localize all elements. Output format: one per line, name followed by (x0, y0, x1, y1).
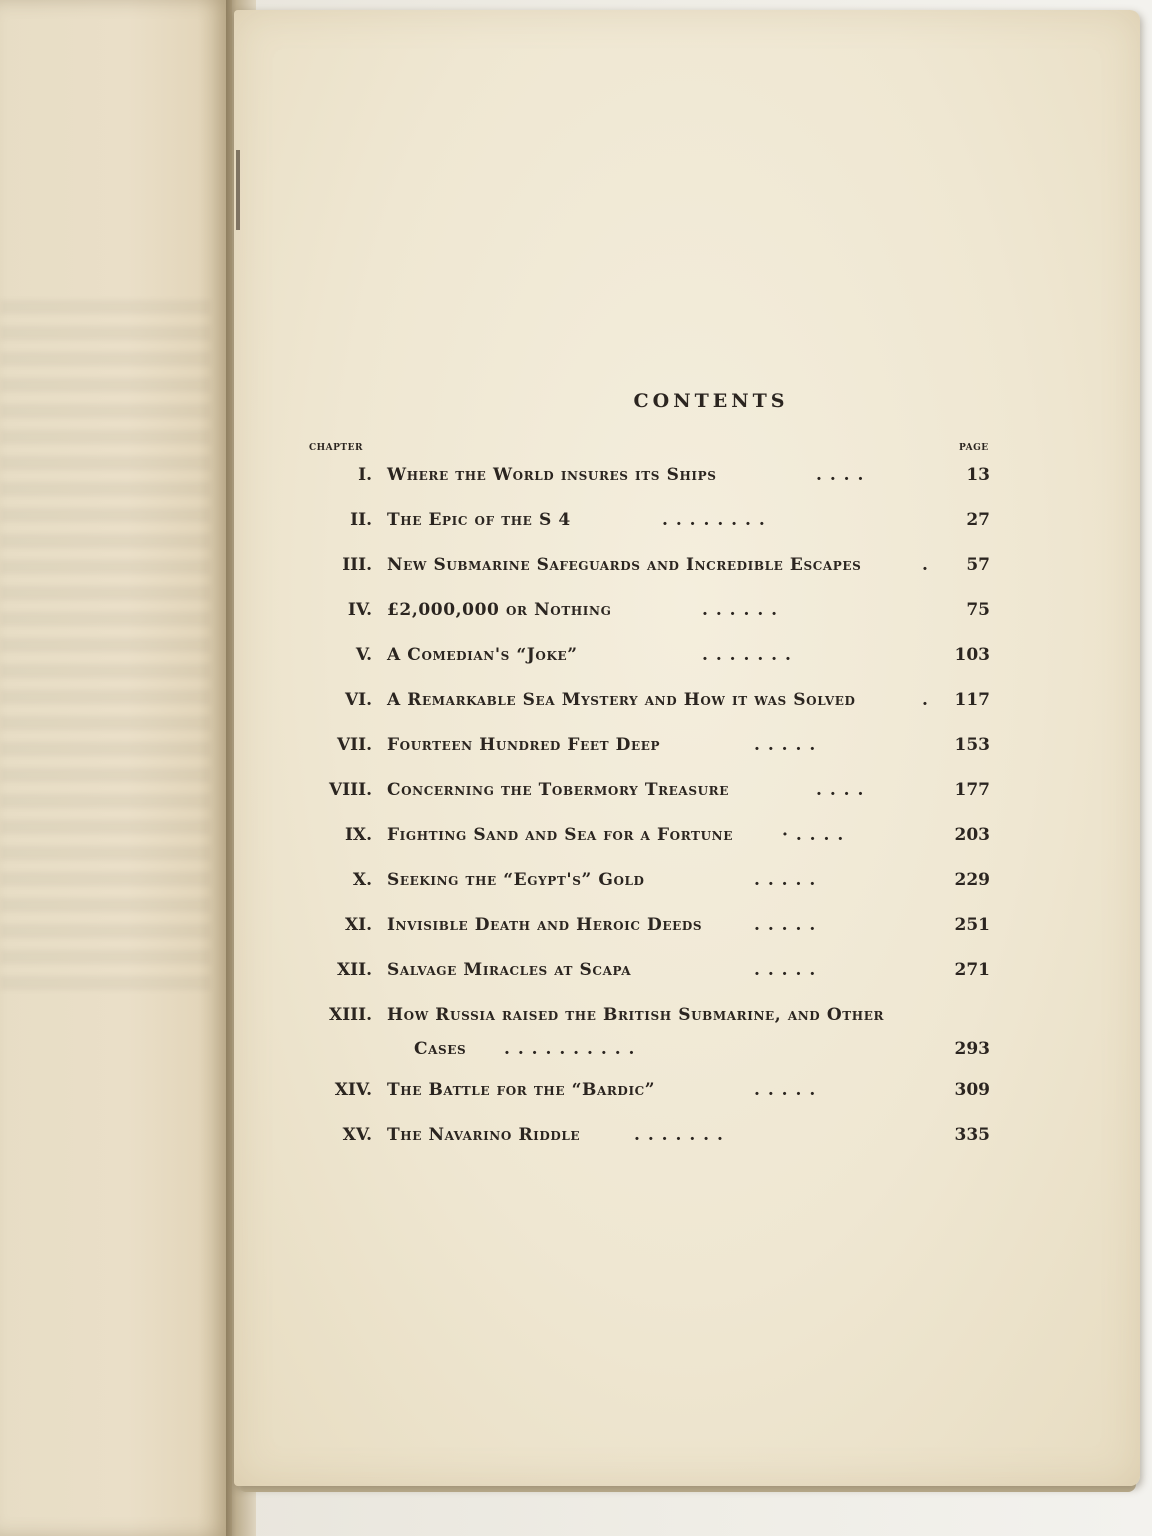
chapter-numeral: XIII. (329, 1005, 372, 1025)
dot-leaders: . . . . . . (702, 600, 779, 620)
toc-entry (234, 1125, 1140, 1155)
dot-leaders: . . . . . (754, 735, 817, 755)
page-number: 203 (954, 825, 990, 845)
toc-entry (234, 825, 1140, 855)
page-number: 57 (966, 555, 990, 575)
toc-entry (234, 915, 1140, 945)
chapter-numeral: IV. (347, 600, 372, 620)
chapter-title: The Battle for the “Bardic” (387, 1080, 656, 1100)
toc-entry (234, 555, 1140, 585)
facing-page (0, 0, 232, 1536)
toc-entry (234, 1005, 1140, 1069)
page-number: 117 (954, 690, 990, 710)
chapter-numeral: XI. (344, 915, 372, 935)
dot-leaders: . . . . (816, 465, 865, 485)
chapter-column-label: CHAPTER (309, 443, 363, 453)
page-number: 13 (966, 465, 990, 485)
page-number: 229 (954, 870, 990, 890)
chapter-numeral: XIV. (334, 1080, 372, 1100)
toc-entry (234, 690, 1140, 720)
chapter-numeral: I. (358, 465, 372, 485)
chapter-title: Salvage Miracles at Scapa (387, 960, 632, 980)
page-number: 309 (954, 1080, 990, 1100)
chapter-title: Fighting Sand and Sea for a Fortune (387, 825, 733, 845)
toc-entry (234, 645, 1140, 675)
contents-heading-text: CONTENTS (633, 390, 789, 412)
page-number: 293 (954, 1039, 990, 1059)
chapter-title: The Navarino Riddle (387, 1125, 581, 1145)
chapter-numeral: VII. (336, 735, 372, 755)
toc-entry (234, 735, 1140, 765)
chapter-title: Fourteen Hundred Feet Deep (387, 735, 661, 755)
chapter-title: The Epic of the S 4 (387, 510, 571, 530)
dot-leaders: . . . . . . . . . . (504, 1039, 636, 1059)
dot-leaders: . . . . . (754, 870, 817, 890)
contents-page (234, 10, 1140, 1486)
chapter-title: Invisible Death and Heroic Deeds (387, 915, 703, 935)
chapter-numeral: V. (355, 645, 372, 665)
chapter-numeral: IX. (344, 825, 372, 845)
chapter-title: How Russia raised the British Submarine, and Other (387, 1005, 885, 1025)
dot-leaders: . . . . . . . (702, 645, 792, 665)
toc-entry (234, 510, 1140, 540)
page-number: 75 (966, 600, 990, 620)
dot-leaders: · . . . . (782, 825, 845, 845)
chapter-title: Seeking the “Egypt's” Gold (387, 870, 645, 890)
toc-entry (234, 600, 1140, 630)
chapter-numeral: III. (342, 555, 372, 575)
chapter-title: New Submarine Safeguards and Incredible Escapes (387, 555, 862, 575)
spine-mark (236, 150, 240, 230)
page-number: 27 (966, 510, 990, 530)
toc-entry (234, 780, 1140, 810)
page-number: 335 (954, 1125, 990, 1145)
chapter-title: A Comedian's “Joke” (387, 645, 578, 665)
chapter-numeral: II. (350, 510, 372, 530)
chapter-title: Concerning the Tobermory Treasure (387, 780, 729, 800)
dot-leaders: . . . . . (754, 1080, 817, 1100)
contents-heading (234, 390, 1140, 412)
dot-leaders: . . . . . (754, 960, 817, 980)
page-number: 103 (954, 645, 990, 665)
chapter-numeral: XII. (336, 960, 372, 980)
chapter-numeral: VI. (344, 690, 372, 710)
dot-leaders: . . . . . . . . (662, 510, 766, 530)
chapter-title-continued: Cases (414, 1039, 467, 1059)
toc-entry (234, 1080, 1140, 1110)
dot-leaders: . . . . . (754, 915, 817, 935)
chapter-numeral: VIII. (329, 780, 372, 800)
dot-leaders: . (922, 690, 929, 710)
page-number: 271 (954, 960, 990, 980)
dot-leaders: . (922, 555, 929, 575)
page-number: 177 (954, 780, 990, 800)
dot-leaders: . . . . . . . (634, 1125, 724, 1145)
page-number: 153 (954, 735, 990, 755)
toc-entry (234, 870, 1140, 900)
chapter-numeral: XV. (342, 1125, 372, 1145)
facing-page-text-bleed (0, 300, 210, 1000)
page-column-label: PAGE (959, 443, 989, 453)
dot-leaders: . . . . (816, 780, 865, 800)
chapter-title: Where the World insures its Ships (387, 465, 717, 485)
chapter-numeral: X. (352, 870, 372, 890)
toc-entry (234, 960, 1140, 990)
page-number: 251 (954, 915, 990, 935)
chapter-title: £2,000,000 or Nothing (387, 600, 612, 620)
chapter-title: A Remarkable Sea Mystery and How it was Solved (387, 690, 856, 710)
toc-entry (234, 465, 1140, 495)
